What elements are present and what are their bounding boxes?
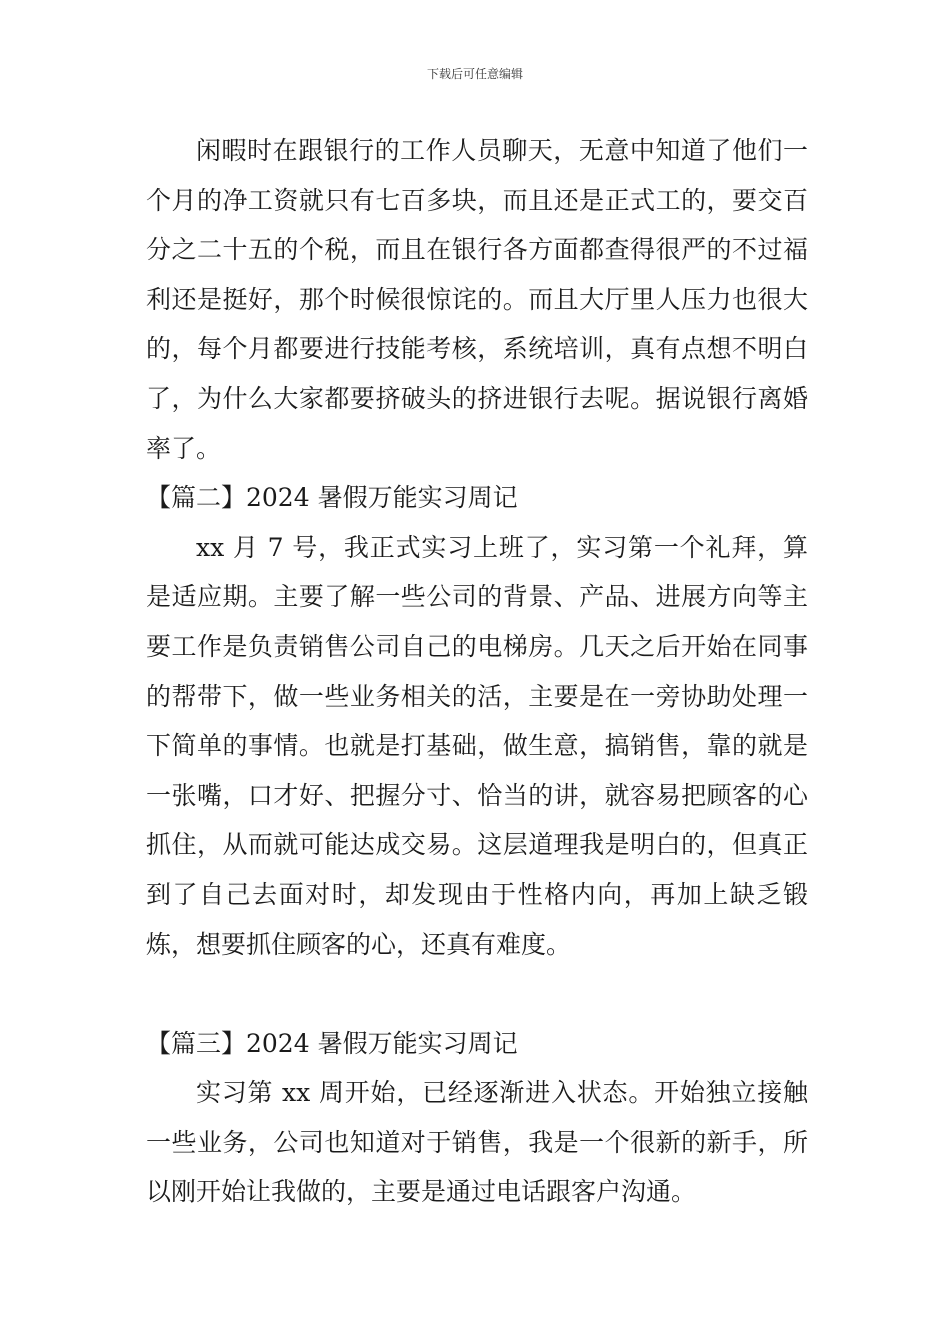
section1-paragraph: 闲暇时在跟银行的工作人员聊天，无意中知道了他们一个月的净工资就只有七百多块，而且还是正式工的，要交百分之二十五的个税，而且在银行各方面都查得很严的不过福利还是挺好，那个时候很惊诧的。而且大厅里人压力也很大的，每个月都要进行技能考核，系统培训，真有点想不明白了，为什么大家都要挤破头的挤进银行去呢。据说银行离婚率了。 bbox=[146, 136, 808, 463]
section3-paragraph: 实习第 xx 周开始，已经逐渐进入状态。开始独立接触一些业务，公司也知道对于销售，我是一个很新的新手，所以刚开始让我做的，主要是通过电话跟客户沟通。 bbox=[146, 1078, 808, 1207]
blank-line bbox=[146, 969, 808, 1019]
section2-paragraph: xx 月 7 号，我正式实习上班了，实习第一个礼拜，算是适应期。主要了解一些公司的背景、产品、进展方向等主要工作是负责销售公司自己的电梯房。几天之后开始在同事的帮带下，做一些业务相关的活，主要是在一旁协助处理一下简单的事情。也就是打基础，做生意，搞销售，靠的就是一张嘴，口才好、把握分寸、恰当的讲，就容易把顾客的心抓住，从而就可能达成交易。这层道理我是明白的，但真正到了自己去面对时，却发现由于性格内向，再加上缺乏锻炼，想要抓住顾客的心，还真有难度。 bbox=[146, 532, 808, 959]
section2-heading: 【篇二】2024 暑假万能实习周记 bbox=[146, 483, 518, 513]
section3-heading: 【篇三】2024 暑假万能实习周记 bbox=[146, 1028, 518, 1058]
document-body bbox=[146, 126, 808, 1217]
page-header: 下载后可任意编辑 bbox=[426, 67, 523, 81]
